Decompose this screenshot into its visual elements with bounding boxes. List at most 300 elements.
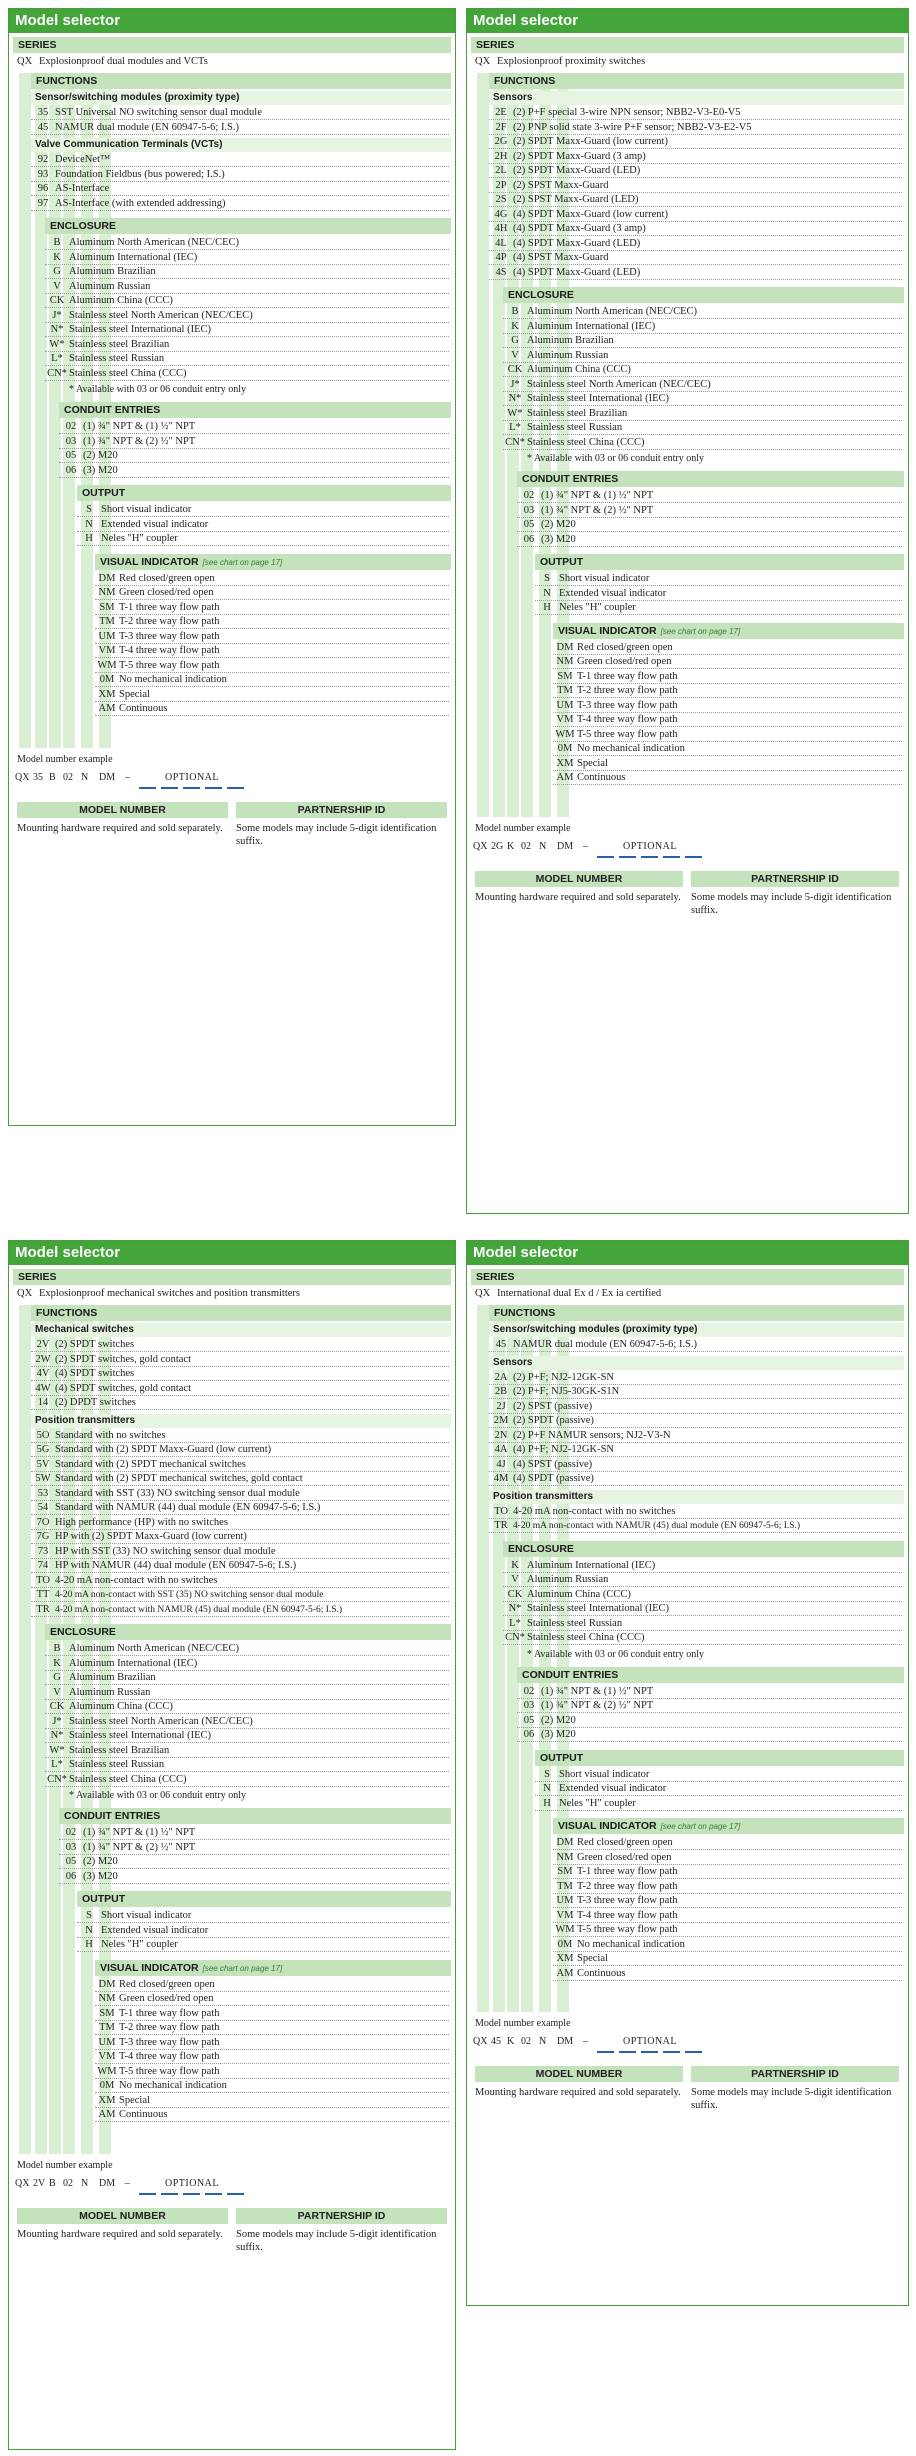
output-option	[77, 503, 449, 517]
enclosure-option	[45, 251, 449, 265]
enclosure-header-label: ENCLOSURE	[50, 220, 116, 232]
visual-indicator-header-label: VISUAL INDICATOR	[100, 1961, 199, 1974]
series-code: QX	[475, 56, 491, 67]
option-code: 2L	[495, 165, 507, 176]
visual-indicator-option	[95, 601, 449, 615]
option-description: (1) ¾" NPT & (1) ½" NPT	[83, 421, 196, 432]
partnership-id-footer: PARTNERSHIP ID	[236, 2208, 447, 2224]
option-code: WM	[555, 728, 575, 740]
option-description: Short visual indicator	[559, 573, 650, 584]
option-code: S	[544, 573, 550, 584]
option-code: N*	[50, 324, 64, 335]
option-description: Stainless steel Russian	[69, 1759, 165, 1770]
option-code: 02	[65, 421, 77, 432]
option-description: T-3 three way flow path	[577, 699, 678, 711]
option-description: Standard with (2) SPDT mechanical switches	[55, 1458, 246, 1470]
option-description: (1) ¾" NPT & (1) ½" NPT	[541, 490, 654, 501]
option-code: 06	[65, 464, 77, 476]
partnership-id-blank	[227, 787, 244, 789]
option-code: V	[511, 349, 519, 361]
option-code: 05	[65, 450, 77, 461]
option-code: AM	[556, 1967, 574, 1979]
conduit-option	[517, 489, 902, 503]
partnership-id-note: Some models may include 5-digit identification suffix.	[236, 2228, 437, 2253]
enclosure-option	[503, 305, 902, 319]
subsection-header: Valve Communication Terminals (VCTs)	[31, 138, 451, 152]
enclosure-option	[503, 349, 902, 363]
example-code: 02	[521, 2036, 531, 2047]
option-code: TM	[557, 685, 573, 696]
enclosure-option	[45, 1744, 449, 1758]
option-description: Standard with NAMUR (44) dual module (EN 60947-5-6; I.S.)	[55, 1502, 321, 1513]
function-option	[31, 1545, 449, 1559]
conduit-option	[517, 1685, 902, 1699]
output-header	[535, 1750, 904, 1766]
model-number-example-label: Model number example	[475, 822, 571, 834]
partnership-id-blank	[161, 2193, 178, 2195]
enclosure-option	[503, 392, 902, 406]
example-code: B	[49, 771, 56, 783]
option-code: H	[543, 1797, 551, 1809]
optional-label: OPTIONAL	[165, 771, 219, 783]
option-description: T-4 three way flow path	[119, 645, 220, 656]
function-option	[31, 106, 449, 120]
series-description: International dual Ex d / Ex ia certified	[497, 1288, 662, 1299]
option-code: S	[86, 504, 92, 515]
enclosure-option	[503, 1588, 902, 1602]
option-description: Continuous	[119, 2109, 168, 2120]
conduit-entries-header-label: CONDUIT ENTRIES	[64, 1810, 161, 1822]
option-code: H	[85, 533, 93, 544]
panel-title: Model selector	[467, 9, 908, 33]
enclosure-option	[503, 1602, 902, 1616]
availability-note: * Available with 03 or 06 conduit entry only	[527, 453, 705, 464]
option-description: Stainless steel International (IEC)	[527, 393, 670, 404]
visual-indicator-header	[553, 1818, 904, 1834]
conduit-entries-header	[517, 1667, 904, 1683]
option-code: CN*	[505, 1632, 525, 1643]
option-code: 4V	[36, 1368, 50, 1379]
option-description: Foundation Fieldbus (bus powered; I.S.)	[55, 168, 225, 180]
option-code: 2B	[494, 1386, 508, 1397]
enclosure-option	[503, 1573, 902, 1587]
example-code: B	[49, 2177, 56, 2189]
option-description: Green closed/red open	[577, 1851, 672, 1863]
conduit-option	[59, 1826, 449, 1840]
option-code: W*	[507, 407, 523, 419]
option-code: 2W	[35, 1353, 51, 1365]
option-description: Extended visual indicator	[101, 518, 209, 530]
partnership-id-blank	[161, 787, 178, 789]
availability-note: * Available with 03 or 06 conduit entry only	[527, 1648, 705, 1660]
option-code: 54	[37, 1502, 49, 1513]
option-code: S	[86, 1910, 92, 1921]
option-code: UM	[556, 699, 574, 711]
series-description: Explosionproof dual modules and VCTs	[39, 56, 208, 67]
option-code: SM	[557, 670, 573, 682]
partnership-id-blank	[227, 2193, 244, 2195]
function-option	[31, 1588, 449, 1602]
option-description: (4) SPDT switches	[55, 1368, 135, 1379]
option-code: L*	[51, 1759, 63, 1770]
option-code: WM	[555, 1924, 575, 1935]
visual-indicator-option	[95, 688, 449, 702]
option-code: 05	[65, 1856, 77, 1867]
option-description: (4) SPST Maxx-Guard	[513, 252, 609, 263]
option-description: T-1 three way flow path	[119, 601, 220, 613]
series-row	[17, 1287, 300, 1301]
option-description: Aluminum North American (NEC/CEC)	[69, 1643, 240, 1654]
option-description: Green closed/red open	[119, 587, 214, 598]
option-description: T-3 three way flow path	[119, 630, 220, 642]
option-description: Aluminum China (CCC)	[527, 1588, 631, 1600]
option-description: T-5 three way flow path	[577, 1924, 678, 1935]
option-code: 2J	[496, 1400, 506, 1412]
option-description: Aluminum International (IEC)	[527, 320, 656, 332]
option-description: Short visual indicator	[101, 1910, 192, 1921]
function-option	[489, 1519, 902, 1533]
option-code: VM	[556, 714, 574, 725]
functions-header-label: FUNCTIONS	[494, 75, 556, 87]
option-code: 4G	[494, 208, 508, 220]
option-code: B	[511, 306, 519, 317]
enclosure-option	[503, 1617, 902, 1631]
partnership-id-blank	[597, 856, 614, 858]
enclosure-option	[503, 436, 902, 450]
option-code: UM	[556, 1895, 574, 1906]
option-description: Stainless steel North American (NEC/CEC)	[69, 1715, 253, 1727]
option-code: 06	[65, 1870, 77, 1882]
option-code: W*	[49, 1744, 65, 1756]
option-description: 4-20 mA non-contact with NAMUR (45) dual module (EN 60947-5-6; I.S.)	[55, 1604, 343, 1615]
function-option	[489, 1472, 902, 1486]
enclosure-option	[503, 1559, 902, 1573]
option-code: AM	[98, 2109, 116, 2120]
option-description: HP with NAMUR (44) dual module (EN 60947-5-6; I.S.)	[55, 1560, 297, 1571]
option-description: Aluminum Brazilian	[527, 335, 614, 346]
option-code: UM	[98, 2036, 116, 2048]
functions-header	[31, 73, 451, 89]
function-option	[489, 106, 902, 120]
option-code: DM	[556, 1837, 574, 1848]
visual-indicator-option	[95, 2065, 449, 2079]
output-option	[77, 1938, 449, 1952]
option-code: 2H	[494, 150, 508, 162]
option-code: TT	[36, 1589, 50, 1600]
series-row	[17, 55, 208, 69]
enclosure-option	[503, 407, 902, 421]
model-number-footer: MODEL NUMBER	[475, 871, 683, 887]
model-number-footer: MODEL NUMBER	[475, 2066, 683, 2082]
option-description: (2) M20	[541, 1714, 576, 1726]
example-code: N	[539, 2036, 547, 2047]
output-header-label: OUTPUT	[540, 1751, 584, 1764]
panel-title: Model selector	[9, 9, 455, 33]
option-description: T-2 three way flow path	[119, 2022, 220, 2033]
function-option	[31, 1603, 449, 1617]
function-option	[489, 1338, 902, 1352]
visual-indicator-option	[95, 2036, 449, 2050]
option-description: Aluminum International (IEC)	[69, 1657, 198, 1669]
option-code: 4M	[493, 1473, 509, 1484]
option-code: CN*	[47, 1773, 67, 1785]
option-code: 02	[523, 1685, 535, 1697]
example-code: –	[125, 771, 130, 783]
option-code: 97	[37, 197, 49, 209]
enclosure-option	[45, 294, 449, 308]
option-description: Stainless steel Brazilian	[69, 1744, 170, 1756]
option-code: 02	[523, 490, 535, 501]
option-description: (2) SPDT Maxx-Guard (3 amp)	[513, 150, 646, 162]
model-number-example-label: Model number example	[17, 753, 113, 765]
option-description: Continuous	[577, 772, 626, 783]
conduit-entries-header-label: CONDUIT ENTRIES	[522, 1668, 619, 1681]
example-code: DM	[557, 2036, 574, 2047]
option-description: NAMUR dual module (EN 60947-5-6; I.S.)	[55, 121, 240, 133]
visual-indicator-option	[95, 630, 449, 644]
option-code: 0M	[557, 743, 573, 754]
option-description: Neles "H" coupler	[101, 533, 178, 544]
conduit-option	[59, 1870, 449, 1884]
example-code: K	[507, 2036, 515, 2047]
code-column-band	[477, 1305, 489, 2012]
option-description: T-4 three way flow path	[577, 714, 678, 725]
option-code: DM	[556, 641, 574, 653]
option-description: (2) SPDT (passive)	[513, 1415, 594, 1426]
example-code: QX	[473, 2036, 488, 2047]
option-description: (2) SPDT Maxx-Guard (LED)	[513, 165, 641, 176]
model-selector-panel-dual-modules	[8, 8, 456, 1126]
model-number-note: Mounting hardware required and sold separately.	[17, 822, 223, 834]
option-description: Aluminum China (CCC)	[527, 364, 631, 375]
availability-note: * Available with 03 or 06 conduit entry only	[69, 384, 247, 395]
partnership-id-blank	[139, 2193, 156, 2195]
option-code: XM	[98, 2094, 116, 2106]
option-description: (3) M20	[83, 1870, 118, 1882]
visual-indicator-option	[95, 2108, 449, 2122]
option-code: NM	[556, 1851, 574, 1863]
partnership-id-blank	[139, 787, 156, 789]
option-code: 05	[523, 1714, 535, 1726]
model-number-footer: MODEL NUMBER	[17, 2208, 228, 2224]
output-option	[535, 1797, 902, 1811]
visual-indicator-option	[95, 2050, 449, 2064]
function-option	[489, 222, 902, 236]
option-description: Neles "H" coupler	[101, 1939, 178, 1950]
option-description: (2) SPST Maxx-Guard	[513, 179, 609, 191]
code-column-band	[477, 73, 489, 817]
partnership-id-blank	[205, 787, 222, 789]
model-number-example-label: Model number example	[475, 2018, 571, 2029]
see-chart-note: [see chart on page 17]	[660, 1822, 741, 1831]
see-chart-note: [see chart on page 17]	[202, 1963, 283, 1973]
visual-indicator-option	[553, 713, 902, 727]
option-code: SM	[557, 1866, 573, 1877]
option-description: (1) ¾" NPT & (2) ½" NPT	[541, 1700, 654, 1711]
option-description: T-5 three way flow path	[119, 659, 220, 671]
series-row	[475, 1287, 661, 1301]
visual-indicator-option	[553, 742, 902, 756]
partnership-id-footer: PARTNERSHIP ID	[236, 802, 447, 818]
option-description: (2) M20	[83, 450, 118, 461]
example-code: –	[583, 840, 588, 852]
enclosure-header	[503, 1541, 904, 1557]
function-option	[31, 1429, 449, 1443]
option-description: (4) SPDT (passive)	[513, 1473, 594, 1484]
function-option	[31, 153, 449, 167]
option-code: TO	[36, 1574, 50, 1586]
option-code: 03	[523, 504, 535, 516]
conduit-option	[517, 1714, 902, 1728]
series-header: SERIES	[13, 1269, 451, 1285]
option-code: 03	[65, 1841, 77, 1853]
partnership-id-blank	[619, 856, 636, 858]
visual-indicator-option	[95, 2007, 449, 2021]
option-description: (2) DPDT switches	[55, 1397, 136, 1408]
output-header-label: OUTPUT	[82, 487, 126, 499]
conduit-option	[59, 449, 449, 463]
visual-indicator-option	[553, 684, 902, 698]
function-option	[31, 1501, 449, 1515]
option-description: T-3 three way flow path	[577, 1895, 678, 1906]
enclosure-option	[45, 367, 449, 381]
code-column-band	[19, 73, 31, 748]
visual-indicator-option	[553, 1938, 902, 1952]
option-description: Neles "H" coupler	[559, 1797, 636, 1809]
option-description: Special	[119, 688, 150, 700]
conduit-option	[59, 1855, 449, 1869]
option-description: (4) P+F; NJ2-12GK-SN	[513, 1444, 615, 1455]
option-description: (3) M20	[83, 464, 118, 476]
enclosure-option	[45, 1700, 449, 1714]
option-code: TR	[494, 1520, 508, 1531]
option-code: CK	[49, 295, 65, 306]
function-option	[489, 1429, 902, 1443]
visual-indicator-option	[95, 586, 449, 600]
option-code: 74	[37, 1560, 49, 1571]
panel-title: Model selector	[467, 1241, 908, 1265]
option-description: Special	[577, 757, 608, 769]
visual-indicator-option	[553, 1851, 902, 1865]
visual-indicator-option	[553, 771, 902, 785]
function-option	[489, 193, 902, 207]
subsection-header: Sensors	[489, 91, 904, 105]
function-option	[489, 135, 902, 149]
option-description: Stainless steel Russian	[527, 422, 623, 433]
option-description: High performance (HP) with no switches	[55, 1516, 228, 1528]
option-description: Aluminum Russian	[527, 349, 609, 361]
subsection-header: Position transmitters	[31, 1414, 451, 1428]
conduit-option	[517, 1728, 902, 1742]
option-code: 4P	[495, 252, 507, 263]
option-code: 5O	[36, 1429, 50, 1441]
option-code: W*	[49, 338, 65, 350]
enclosure-option	[45, 1686, 449, 1700]
subsection-header: Position transmitters	[489, 1490, 904, 1504]
model-selector-panel-proximity-switches	[466, 8, 909, 1214]
visual-indicator-option	[553, 641, 902, 655]
output-option	[77, 1909, 449, 1923]
function-option	[31, 1338, 449, 1352]
option-description: 4-20 mA non-contact with no switches	[55, 1574, 218, 1586]
option-description: Aluminum North American (NEC/CEC)	[69, 237, 240, 248]
enclosure-header-label: ENCLOSURE	[50, 1626, 116, 1638]
option-code: B	[53, 1643, 61, 1654]
option-code: NM	[556, 656, 574, 667]
function-option	[489, 1443, 902, 1457]
function-option	[31, 1396, 449, 1410]
option-description: (2) SPST (passive)	[513, 1400, 593, 1412]
option-code: 2N	[494, 1429, 508, 1441]
option-code: TM	[99, 616, 115, 627]
function-option	[489, 237, 902, 251]
visual-indicator-option	[95, 644, 449, 658]
option-description: (1) ¾" NPT & (2) ½" NPT	[83, 435, 196, 447]
option-code: 2A	[494, 1371, 508, 1383]
partnership-id-note: Some models may include 5-digit identification suffix.	[236, 822, 437, 847]
option-description: 4-20 mA non-contact with NAMUR (45) dual module (EN 60947-5-6; I.S.)	[513, 1521, 801, 1531]
option-code: 5V	[36, 1458, 50, 1470]
availability-note: * Available with 03 or 06 conduit entry only	[69, 1790, 247, 1801]
option-code: 96	[37, 183, 49, 194]
option-description: DeviceNet™	[55, 154, 111, 165]
option-description: HP with SST (33) NO switching sensor dual module	[55, 1545, 276, 1557]
output-header	[77, 1891, 451, 1907]
function-option	[31, 1367, 449, 1381]
option-code: 4L	[495, 237, 507, 249]
visual-indicator-option	[553, 1909, 902, 1923]
option-code: S	[544, 1768, 550, 1780]
function-option	[31, 1487, 449, 1501]
option-code: WM	[97, 2065, 117, 2077]
option-description: (4) SPDT switches, gold contact	[55, 1382, 191, 1394]
option-code: CK	[507, 364, 523, 375]
option-code: 0M	[99, 2080, 115, 2091]
example-code: QX	[15, 771, 30, 783]
output-option	[535, 601, 902, 615]
option-code: N*	[508, 1603, 522, 1614]
option-code: AM	[556, 772, 574, 783]
enclosure-option	[45, 1642, 449, 1656]
option-code: 4S	[495, 266, 507, 278]
option-description: (1) ¾" NPT & (2) ½" NPT	[541, 504, 654, 516]
option-code: 4H	[494, 223, 508, 234]
series-code: QX	[475, 1288, 491, 1299]
series-description: Explosionproof proximity switches	[497, 56, 646, 67]
series-header: SERIES	[13, 37, 451, 53]
option-description: Aluminum China (CCC)	[69, 1701, 173, 1712]
conduit-entries-header-label: CONDUIT ENTRIES	[522, 473, 619, 485]
partnership-id-footer: PARTNERSHIP ID	[691, 2066, 899, 2082]
option-description: Stainless steel Russian	[69, 353, 165, 364]
option-description: (3) M20	[541, 533, 576, 545]
optional-label: OPTIONAL	[623, 2036, 677, 2047]
option-code: 2F	[495, 121, 507, 133]
option-code: N*	[508, 393, 522, 404]
conduit-entries-header-label: CONDUIT ENTRIES	[64, 404, 161, 416]
option-description: T-4 three way flow path	[119, 2051, 220, 2062]
option-code: DM	[98, 572, 116, 584]
option-code: N	[85, 1924, 93, 1936]
enclosure-option	[503, 320, 902, 334]
option-code: TM	[557, 1880, 573, 1892]
option-code: G	[53, 1672, 61, 1683]
enclosure-option	[45, 1715, 449, 1729]
enclosure-option	[45, 338, 449, 352]
code-column-band	[19, 1305, 31, 2154]
enclosure-option	[45, 309, 449, 323]
option-code: SM	[99, 2007, 115, 2019]
